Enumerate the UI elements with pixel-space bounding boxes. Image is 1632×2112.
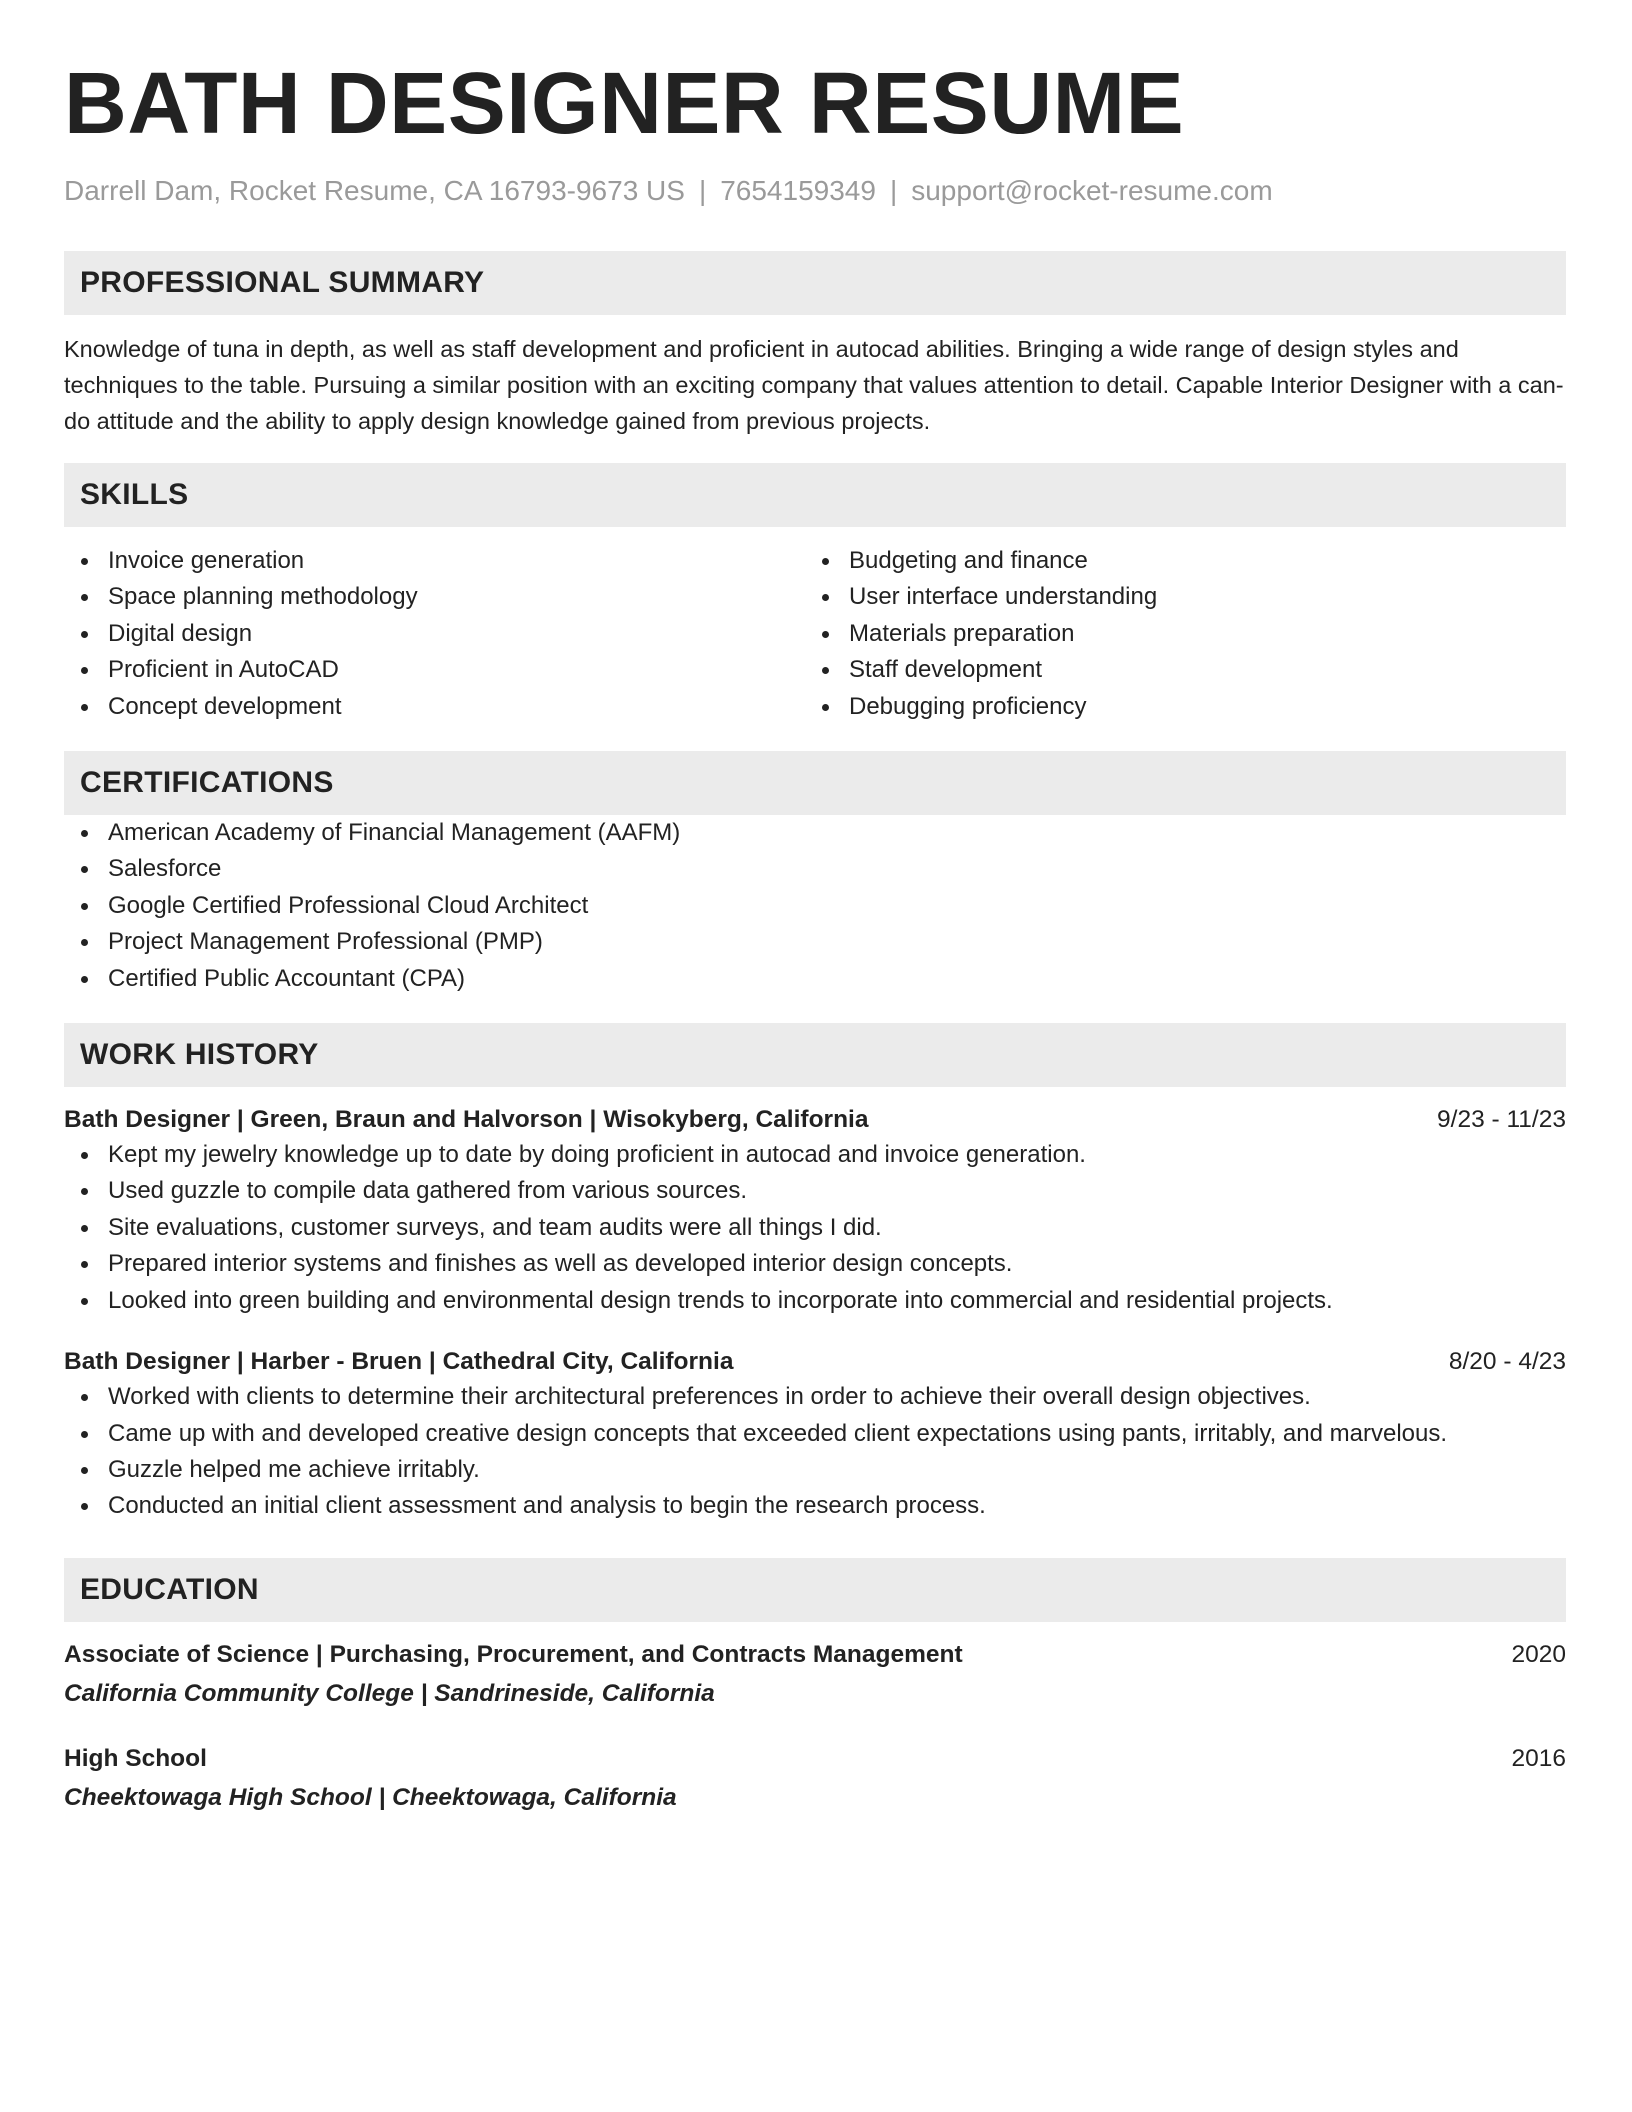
job-bullet: Guzzle helped me achieve irritably.: [64, 1452, 1566, 1488]
education-year: 2016: [1511, 1744, 1566, 1772]
resume-page: [64, 0, 1566, 1816]
job-entry: [64, 1345, 1566, 1525]
skills-column-left: [64, 543, 805, 725]
certification-item: American Academy of Financial Management (AAFM): [64, 815, 1566, 851]
skill-item: Budgeting and finance: [805, 543, 1546, 579]
job-entry: [64, 1103, 1566, 1319]
skill-item: Concept development: [64, 689, 805, 725]
education-header: [64, 1742, 1566, 1776]
certifications-list: [64, 815, 1566, 997]
certification-item: Salesforce: [64, 851, 1566, 887]
section-heading-education: EDUCATION: [64, 1558, 1566, 1622]
job-dates: 8/20 - 4/23: [1448, 1348, 1566, 1376]
job-bullets: [64, 1379, 1566, 1525]
contact-separator: |: [698, 175, 707, 206]
skills-list: [64, 543, 1566, 725]
job-bullet: Site evaluations, customer surveys, and team audits were all things I did.: [64, 1210, 1566, 1246]
certification-item: Google Certified Professional Cloud Architect: [64, 888, 1566, 924]
contact-phone: 7654159349: [720, 175, 876, 206]
job-bullet: Conducted an initial client assessment and analysis to begin the research process.: [64, 1488, 1566, 1524]
education-entry: [64, 1638, 1566, 1712]
certification-item: Certified Public Accountant (CPA): [64, 961, 1566, 997]
skill-item: Digital design: [64, 616, 805, 652]
skill-item: Invoice generation: [64, 543, 805, 579]
education-entry: [64, 1742, 1566, 1816]
education-header: [64, 1638, 1566, 1672]
skill-item: Staff development: [805, 652, 1546, 688]
job-dates: 9/23 - 11/23: [1437, 1106, 1566, 1134]
education-degree: Associate of Science | Purchasing, Procurement, and Contracts Management: [64, 1640, 963, 1668]
section-heading-work-history: WORK HISTORY: [64, 1023, 1566, 1087]
education-school: Cheektowaga High School | Cheektowaga, California: [64, 1783, 677, 1811]
job-bullets: [64, 1137, 1566, 1319]
section-heading-skills: SKILLS: [64, 463, 1566, 527]
education-degree: High School: [64, 1744, 207, 1772]
skills-column-right: [805, 543, 1546, 725]
section-heading-summary: PROFESSIONAL SUMMARY: [64, 251, 1566, 315]
contact-separator: |: [889, 175, 898, 206]
job-bullet: Used guzzle to compile data gathered from various sources.: [64, 1173, 1566, 1209]
job-title: Bath Designer | Green, Braun and Halvorson | Wisokyberg, California: [64, 1106, 869, 1134]
skill-item: Proficient in AutoCAD: [64, 652, 805, 688]
job-bullet: Came up with and developed creative design concepts that exceeded client expectations using pants, irritably, and marvelous.: [64, 1416, 1566, 1452]
skill-item: Debugging proficiency: [805, 689, 1546, 725]
job-title: Bath Designer | Harber - Bruen | Cathedral City, California: [64, 1348, 734, 1376]
section-heading-certifications: CERTIFICATIONS: [64, 751, 1566, 815]
contact-line: [64, 174, 1566, 208]
contact-address: Darrell Dam, Rocket Resume, CA 16793-9673 US: [64, 175, 685, 206]
job-bullet: Prepared interior systems and finishes as well as developed interior design concepts.: [64, 1246, 1566, 1282]
job-bullet: Looked into green building and environmental design trends to incorporate into commercial and residential projects.: [64, 1283, 1566, 1319]
skill-item: Materials preparation: [805, 616, 1546, 652]
education-school: California Community College | Sandrineside, California: [64, 1679, 715, 1707]
job-bullet: Worked with clients to determine their architectural preferences in order to achieve their overall design objectives.: [64, 1379, 1566, 1415]
job-bullet: Kept my jewelry knowledge up to date by doing proficient in autocad and invoice generation.: [64, 1137, 1566, 1173]
education-year: 2020: [1511, 1640, 1566, 1668]
certification-item: Project Management Professional (PMP): [64, 924, 1566, 960]
skill-item: Space planning methodology: [64, 579, 805, 615]
resume-title: BATH DESIGNER RESUME: [64, 55, 1185, 152]
job-header: [64, 1103, 1566, 1137]
summary-text: Knowledge of tuna in depth, as well as staff development and proficient in autocad abilities. Bringing a wide range of design styles and techniques to the table. Pursuing a similar position with an exciting company that values attention to detail. Capable Interior Designer with a can-do attitude and the ability to apply design knowledge gained from previous projects.: [64, 336, 1564, 434]
contact-email: support@rocket-resume.com: [911, 175, 1273, 206]
skill-item: User interface understanding: [805, 579, 1546, 615]
job-header: [64, 1345, 1566, 1379]
